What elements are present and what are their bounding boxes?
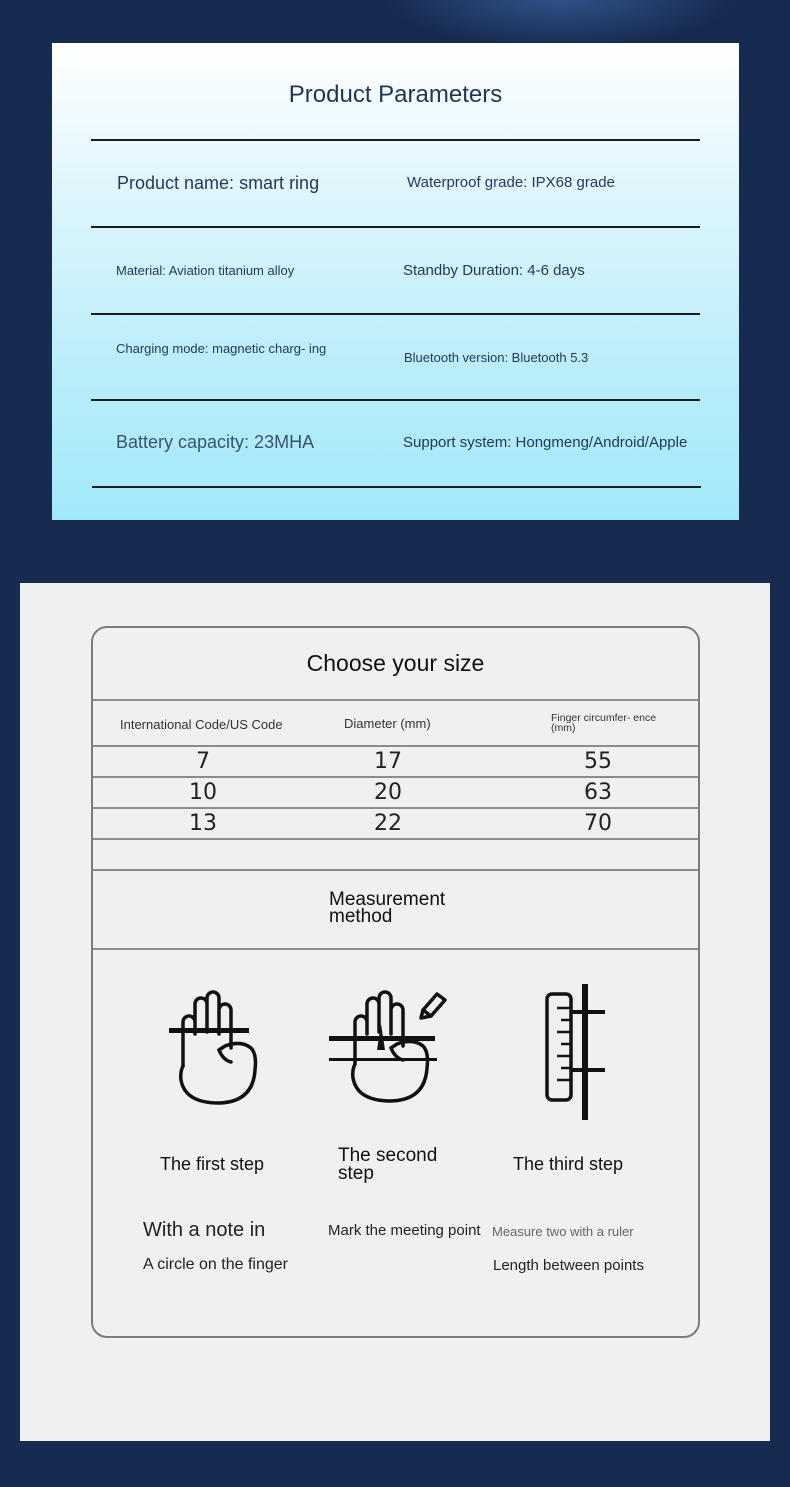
hand-line-icon [167, 988, 263, 1110]
table-cell-circumference: 70 [584, 811, 612, 836]
step-1-title: The first step [160, 1154, 265, 1174]
params-title: Product Parameters [288, 81, 503, 108]
step-3-title: The third step [513, 1154, 624, 1174]
params-divider [91, 313, 700, 315]
step-2-note-line1: Mark the meeting point [328, 1222, 481, 1239]
table-cell-code: 13 [189, 811, 217, 836]
table-cell-code: 7 [196, 749, 210, 774]
header-diameter: Diameter (mm) [344, 716, 431, 731]
params-divider [91, 399, 700, 401]
param-battery-capacity: Battery capacity: 23MHA [116, 432, 315, 452]
measurement-method-title: Measurement method [329, 889, 446, 927]
param-material: Material: Aviation titanium alloy [116, 263, 295, 278]
header-finger-circumference: Finger circumfer- ence (mm) [551, 712, 657, 734]
table-cell-circumference: 63 [584, 780, 612, 805]
step-1-note-line1: With a note in [143, 1219, 266, 1241]
size-guide-box [91, 626, 700, 1338]
param-charging-mode: Charging mode: magnetic charg- ing [116, 341, 327, 356]
product-parameters-card [52, 43, 739, 520]
table-cell-diameter: 22 [374, 811, 402, 836]
param-support-system: Support system: Hongmeng/Android/Apple [403, 434, 688, 451]
step-3-note-line2: Length between points [493, 1257, 644, 1274]
step-2-title: The second step [338, 1145, 438, 1184]
table-cell-circumference: 55 [584, 749, 612, 774]
step-3-note-line1: Measure two with a ruler [492, 1224, 634, 1239]
table-divider [93, 745, 698, 747]
param-standby-duration: Standby Duration: 4-6 days [403, 262, 585, 279]
param-bluetooth-version: Bluetooth version: Bluetooth 5.3 [404, 350, 589, 365]
size-title: Choose your size [306, 650, 485, 676]
table-cell-code: 10 [189, 780, 217, 805]
params-divider [92, 486, 701, 488]
header-international-code: International Code/US Code [120, 717, 283, 732]
table-divider [93, 699, 698, 701]
table-divider [93, 948, 698, 950]
hand-pencil-icon [329, 980, 453, 1112]
step-1-note-line2: A circle on the finger [143, 1256, 288, 1273]
table-cell-diameter: 20 [374, 780, 402, 805]
table-cell-diameter: 17 [374, 749, 402, 774]
table-divider [93, 869, 698, 871]
table-divider [93, 807, 698, 809]
ruler-icon [543, 984, 613, 1120]
table-divider [93, 776, 698, 778]
param-waterproof-grade: Waterproof grade: IPX68 grade [407, 174, 615, 191]
table-divider [93, 838, 698, 840]
params-divider [91, 226, 700, 228]
params-divider [91, 139, 700, 141]
size-guide-panel [20, 583, 770, 1441]
param-product-name: Product name: smart ring [117, 173, 320, 193]
